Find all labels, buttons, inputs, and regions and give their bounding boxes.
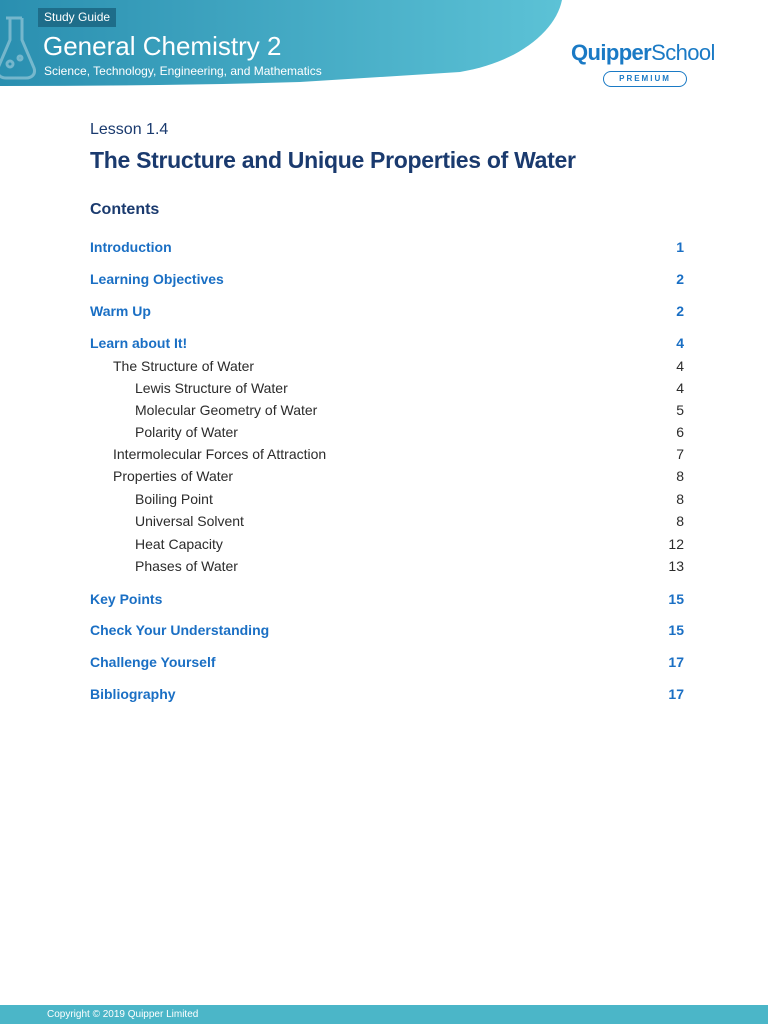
toc-entry[interactable] xyxy=(0,333,768,353)
premium-badge: PREMIUM xyxy=(603,71,687,87)
toc-entry-page: 2 xyxy=(676,271,684,287)
strand-subtitle: Science, Technology, Engineering, and Mathematics xyxy=(44,64,322,78)
toc-entry[interactable] xyxy=(0,378,768,398)
toc-entry-label: Polarity of Water xyxy=(135,424,238,440)
toc-entry[interactable] xyxy=(0,237,768,257)
toc-entry[interactable] xyxy=(0,400,768,420)
toc-entry-label: Lewis Structure of Water xyxy=(135,380,288,396)
toc-entry-page: 8 xyxy=(676,513,684,529)
toc-entry-label: The Structure of Water xyxy=(113,358,255,374)
toc-entry-label: Key Points xyxy=(90,591,163,607)
toc-entry-label: Boiling Point xyxy=(135,491,213,507)
study-guide-badge: Study Guide xyxy=(38,8,116,27)
toc-entry[interactable] xyxy=(0,301,768,321)
toc-entry-page: 4 xyxy=(676,380,684,396)
toc-entry[interactable] xyxy=(0,652,768,672)
toc-entry-label: Learn about It! xyxy=(90,335,188,351)
toc-entry-page: 4 xyxy=(676,358,684,374)
toc-entry[interactable] xyxy=(0,489,768,509)
toc-entry-page: 2 xyxy=(676,303,684,319)
brand-primary: Quipper xyxy=(571,40,652,65)
toc-entry-page: 7 xyxy=(676,446,684,462)
toc-entry-label: Learning Objectives xyxy=(90,271,224,287)
copyright-text: Copyright © 2019 Quipper Limited xyxy=(47,1009,199,1020)
toc-entry-label: Phases of Water xyxy=(135,558,238,574)
toc-entry[interactable] xyxy=(0,422,768,442)
contents-heading: Contents xyxy=(90,201,160,218)
toc-entry[interactable] xyxy=(0,534,768,554)
toc-entry[interactable] xyxy=(0,511,768,531)
toc-entry-page: 8 xyxy=(676,468,684,484)
toc-entry[interactable] xyxy=(0,444,768,464)
toc-entry-label: Challenge Yourself xyxy=(90,654,216,670)
toc-entry-label: Heat Capacity xyxy=(135,536,223,552)
toc-entry-page: 1 xyxy=(676,239,684,255)
toc-entry[interactable] xyxy=(0,466,768,486)
toc-entry[interactable] xyxy=(0,684,768,704)
toc-entry-label: Molecular Geometry of Water xyxy=(135,402,318,418)
toc-entry-label: Warm Up xyxy=(90,303,151,319)
toc-entry-label: Check Your Understanding xyxy=(90,622,270,638)
toc-entry-page: 12 xyxy=(668,536,684,552)
lesson-title: The Structure and Unique Properties of Water xyxy=(90,147,576,173)
toc-entry-page: 15 xyxy=(668,622,684,638)
toc-entry-page: 13 xyxy=(668,558,684,574)
toc-entry-label: Properties of Water xyxy=(113,468,234,484)
brand-secondary: School xyxy=(651,40,715,65)
toc-entry-label: Intermolecular Forces of Attraction xyxy=(113,446,327,462)
toc-entry-label: Introduction xyxy=(90,239,172,255)
toc-entry-page: 5 xyxy=(676,402,684,418)
toc-entry[interactable] xyxy=(0,589,768,609)
toc-entry[interactable] xyxy=(0,556,768,576)
subject-title: General Chemistry 2 xyxy=(43,31,282,61)
page-footer xyxy=(0,1005,768,1024)
toc-entry-page: 15 xyxy=(668,591,684,607)
toc-entry-page: 8 xyxy=(676,491,684,507)
toc-entry[interactable] xyxy=(0,356,768,376)
toc-entry-page: 17 xyxy=(668,686,684,702)
toc-entry[interactable] xyxy=(0,620,768,640)
toc-entry-label: Universal Solvent xyxy=(135,513,244,529)
toc-entry-page: 17 xyxy=(668,654,684,670)
lesson-number: Lesson 1.4 xyxy=(90,121,169,138)
toc-entry-page: 6 xyxy=(676,424,684,440)
toc-entry-label: Bibliography xyxy=(90,686,176,702)
toc-entry[interactable] xyxy=(0,269,768,289)
toc-entry-page: 4 xyxy=(676,335,684,351)
